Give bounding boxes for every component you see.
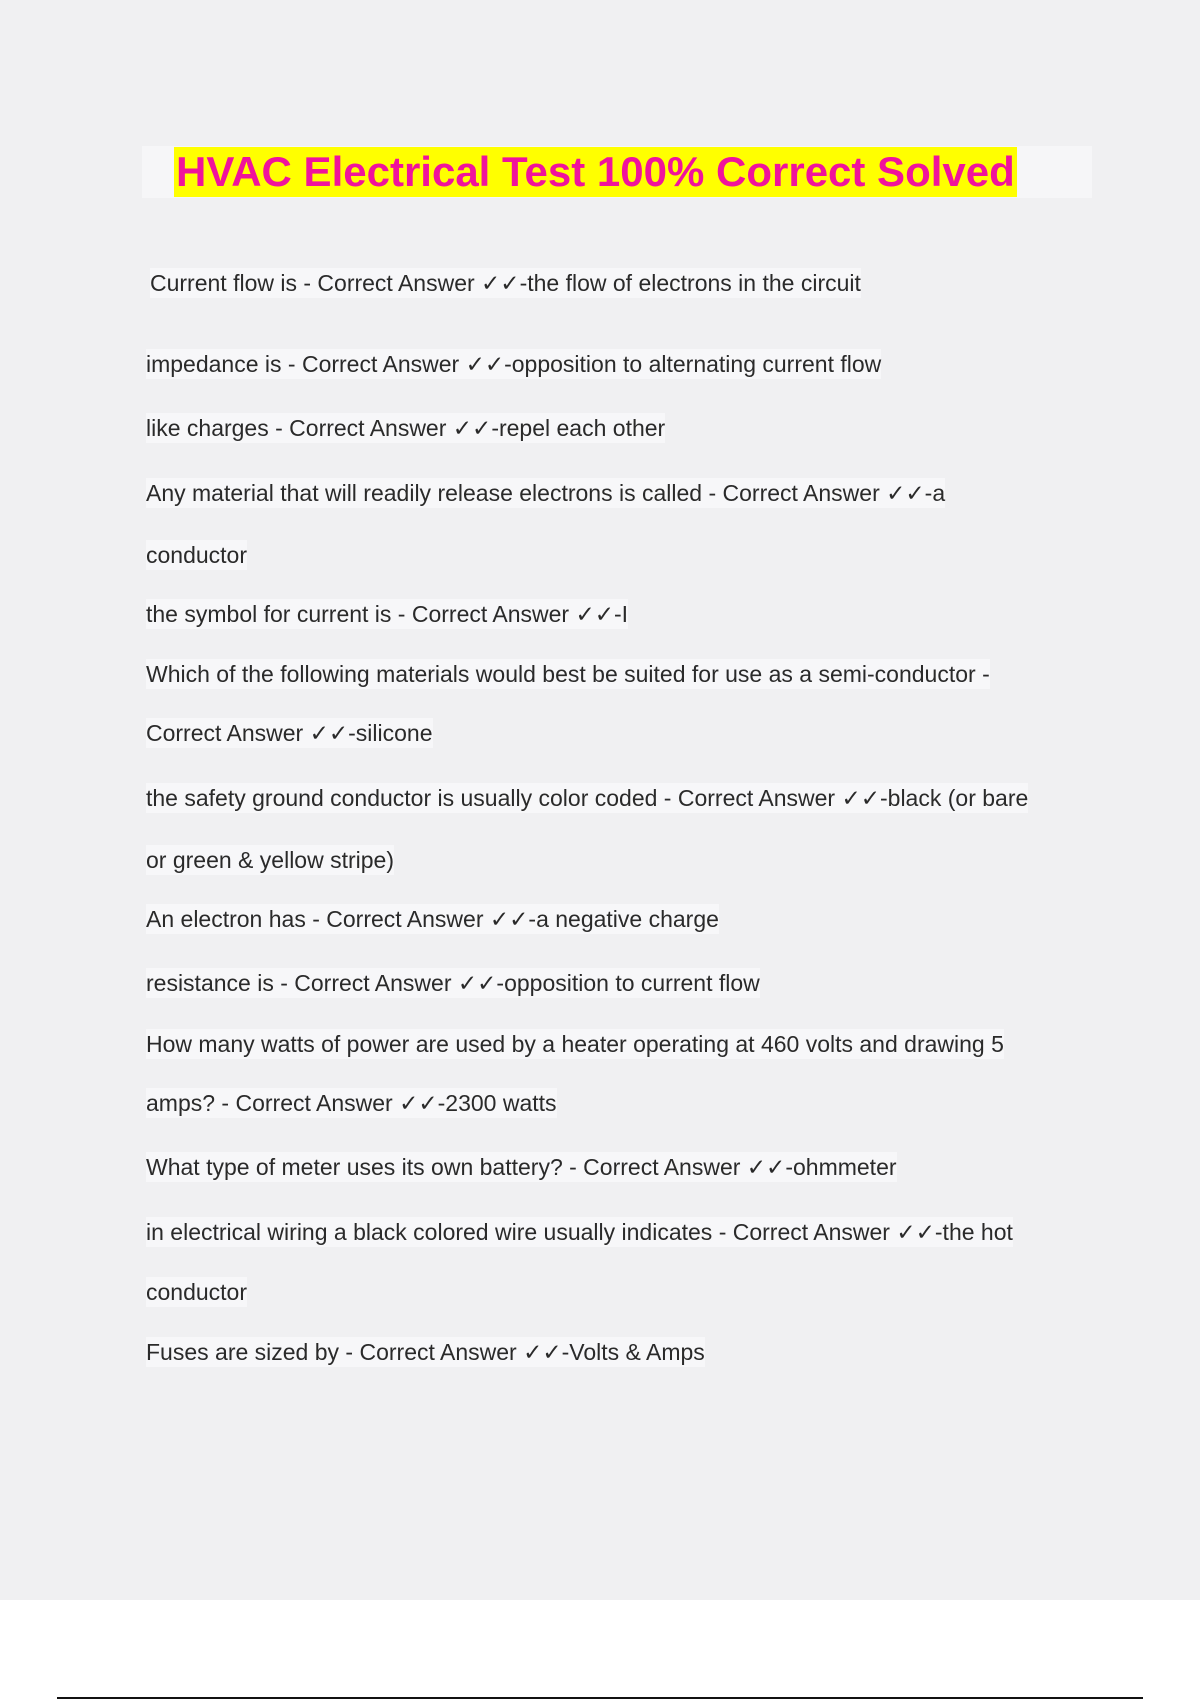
qa-line: Which of the following materials would best be suited for use as a semi-conductor - xyxy=(146,661,990,687)
qa-line-continuation: conductor xyxy=(146,542,248,568)
qa-line-continuation: or green & yellow stripe) xyxy=(146,847,394,873)
qa-line: An electron has - Correct Answer ✓✓-a negative charge xyxy=(146,906,719,932)
qa-line: the safety ground conductor is usually color coded - Correct Answer ✓✓-black (or bare xyxy=(146,785,1029,811)
qa-line: resistance is - Correct Answer ✓✓-opposition to current flow xyxy=(146,970,760,996)
qa-line-continuation: amps? - Correct Answer ✓✓-2300 watts xyxy=(146,1090,557,1116)
qa-line: Fuses are sized by - Correct Answer ✓✓-Volts & Amps xyxy=(146,1339,705,1365)
qa-line: in electrical wiring a black colored wire usually indicates - Correct Answer ✓✓-the hot xyxy=(146,1219,1013,1245)
qa-line: Any material that will readily release electrons is called - Correct Answer ✓✓-a xyxy=(146,480,946,506)
qa-line-continuation: Correct Answer ✓✓-silicone xyxy=(146,720,433,746)
footer-divider xyxy=(57,1697,1143,1699)
qa-line: the symbol for current is - Correct Answer ✓✓-I xyxy=(146,601,629,627)
page-footer-area xyxy=(0,1600,1200,1700)
qa-line: What type of meter uses its own battery? - Correct Answer ✓✓-ohmmeter xyxy=(146,1154,897,1180)
qa-line: How many watts of power are used by a heater operating at 460 volts and drawing 5 xyxy=(146,1031,1004,1057)
qa-line: Current flow is - Correct Answer ✓✓-the flow of electrons in the circuit xyxy=(150,270,861,296)
qa-line: like charges - Correct Answer ✓✓-repel each other xyxy=(146,415,666,441)
qa-line: impedance is - Correct Answer ✓✓-opposition to alternating current flow xyxy=(146,351,882,377)
document-title: HVAC Electrical Test 100% Correct Solved xyxy=(176,148,1015,195)
qa-line-continuation: conductor xyxy=(146,1279,248,1305)
